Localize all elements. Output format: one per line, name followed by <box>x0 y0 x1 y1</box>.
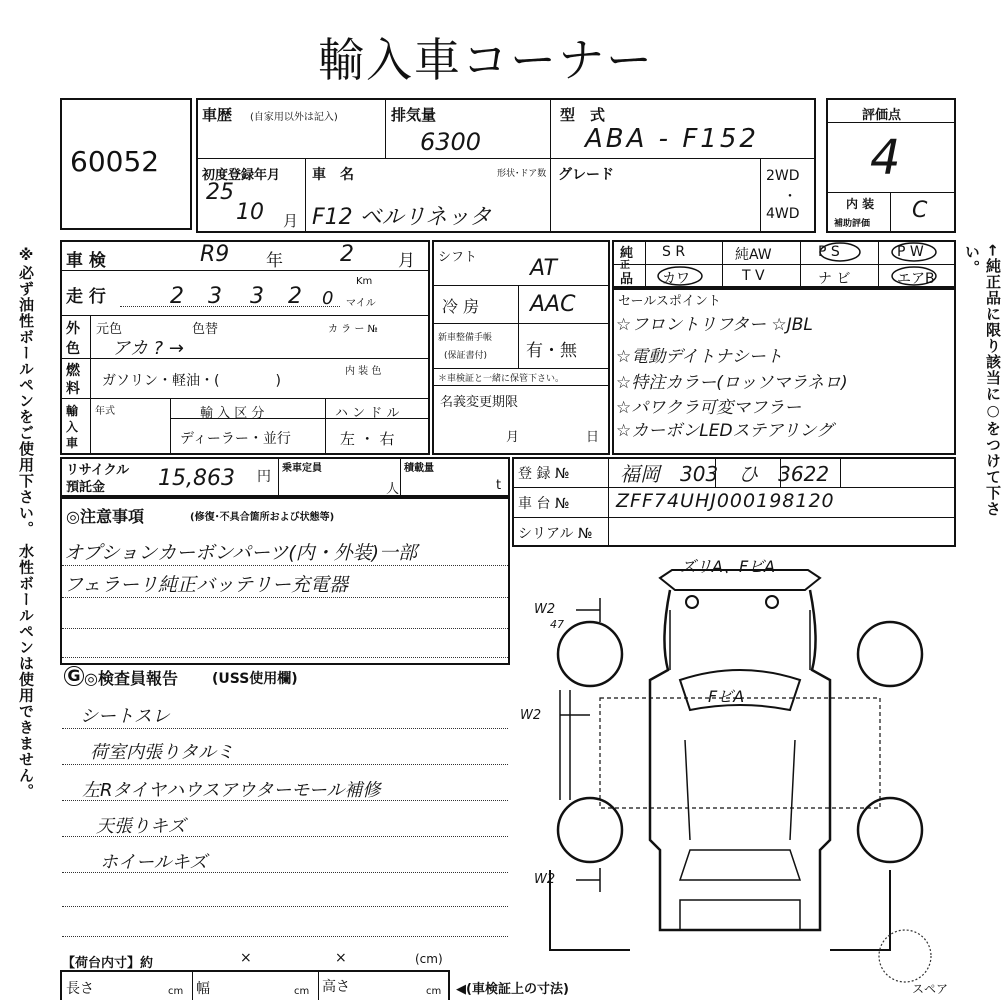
left-side-note: ※必ず油性ボールペンをご使用下さい。 水性ボールペンは使用できません。 <box>17 246 35 800</box>
arrow-left-icon: ◀ <box>456 982 466 997</box>
sales-point-3: ☆特注カラー(ロッソマラネロ) <box>616 373 848 393</box>
exterior-label-1: 外 <box>66 321 80 337</box>
exterior-label-2: 色 <box>66 341 80 357</box>
exterior-color-no-label: カ ラ ー № <box>328 324 378 335</box>
sales-point-5: ☆カーボンLEDステアリング <box>616 421 834 441</box>
registration-value: 福岡 303 ひ 3622 <box>620 462 830 486</box>
fuel-label-2: 料 <box>66 381 80 397</box>
inspector-line-5: ホイールキズ <box>100 852 208 873</box>
genuine-pw: P W <box>897 244 924 260</box>
first-reg-label: 初度登録年月 <box>202 168 281 183</box>
notes-line-2: フェラーリ純正バッテリー充電器 <box>64 574 349 596</box>
ac-label: 冷 房 <box>442 297 480 316</box>
name-change-label: 名義変更期限 <box>440 395 519 410</box>
page-title: 輸入車コーナー <box>318 33 654 87</box>
recycle-label-2: 預託金 <box>66 480 106 495</box>
inspector-label: ◎検査員報告 <box>84 669 178 688</box>
diagram-windshield-note: FビA <box>708 687 745 706</box>
cargo-length-label: 長さ <box>66 981 94 997</box>
mileage-label: 走 行 <box>66 287 106 307</box>
mileage-digit-2: 3 <box>208 284 222 309</box>
inspection-year-unit: 年 <box>266 251 283 271</box>
interior-value: C <box>912 198 928 223</box>
shift-value: AT <box>530 256 557 281</box>
maintenance-label: 新車整備手帳 <box>438 333 493 343</box>
mileage-digit-5: 0 <box>322 288 334 309</box>
grade-label: グレード <box>558 167 614 183</box>
sales-point-1: ☆フロントリフター ☆JBL <box>616 315 813 335</box>
inspector-sub: (USS使用欄) <box>212 671 298 687</box>
import-class-value: ディーラー・並行 <box>180 431 291 447</box>
displacement-label: 排気量 <box>391 106 437 124</box>
model-type-label: 型 式 <box>560 106 606 124</box>
notes-sub: (修復･不具合箇所および状態等) <box>190 512 335 523</box>
import-label-2: 入 <box>66 420 79 434</box>
chassis-label: 車 台 № <box>518 496 570 512</box>
import-year-label: 年式 <box>95 406 115 417</box>
cargo-height-unit: cm <box>426 986 442 997</box>
genuine-sr: S R <box>662 244 686 260</box>
car-name-label: 車 名 <box>312 167 354 183</box>
exterior-change-label: 色替 <box>192 322 219 337</box>
drive-2wd: 2WD <box>766 168 800 184</box>
cargo-height-label: 高さ <box>322 979 350 995</box>
registration-label: 登 録 № <box>518 466 570 482</box>
cargo-cm-label: (cm) <box>415 952 443 966</box>
mileage-digit-4: 2 <box>288 284 302 309</box>
inspector-line-4: 天張りキズ <box>96 816 186 837</box>
notes-line-1: オプションカーボンパーツ(内・外装)一部 <box>64 542 418 564</box>
serial-label: シリアル № <box>518 526 593 542</box>
genuine-leather: カワ <box>662 271 690 287</box>
mileage-unit-km: Km <box>356 276 373 287</box>
genuine-label-3: 品 <box>620 272 634 287</box>
spare-label: スペア <box>912 982 949 996</box>
mileage-digit-1: 2 <box>170 284 184 309</box>
diagram-w2-side: W2 <box>520 708 542 723</box>
drive-sep: ・ <box>783 189 797 205</box>
import-class-label: 輸 入 区 分 <box>200 406 265 421</box>
diagram-w2-rear: W2 <box>534 872 556 887</box>
score-label: 評価点 <box>862 108 902 123</box>
sales-point-4: ☆パワクラ可変マフラー <box>616 398 802 418</box>
displacement-value: 6300 <box>420 128 482 156</box>
inspector-line-3: 左Rタイヤハウスアウターモール補修 <box>82 780 381 801</box>
inspection-label: 車 検 <box>66 251 106 271</box>
maintenance-note: ＊車検証と一緒に保管下さい。 <box>438 374 565 384</box>
cargo-label: 【荷台内寸】約 <box>62 956 154 971</box>
genuine-label-1: 純 <box>620 246 634 261</box>
load-unit: t <box>496 478 502 493</box>
sales-point-2: ☆電動デイトナシート <box>616 347 783 367</box>
car-name-value: F12 ベルリネッタ <box>312 205 492 230</box>
first-reg-year: 25 <box>206 180 234 205</box>
capacity-label: 乗車定員 <box>282 463 322 474</box>
ac-value: AAC <box>530 292 576 317</box>
first-reg-month: 10 <box>236 200 264 225</box>
cargo-width-label: 幅 <box>196 981 210 997</box>
handle-label: ハ ン ド ル <box>335 406 400 421</box>
interior-color-label: 内 装 色 <box>345 366 382 377</box>
inspection-month: 2 <box>340 242 354 267</box>
model-type-value: ABA - F152 <box>585 124 759 154</box>
drive-4wd: 4WD <box>766 206 800 222</box>
cargo-length-unit: cm <box>168 986 184 997</box>
genuine-circles <box>612 240 956 288</box>
load-label: 積載量 <box>404 463 434 474</box>
inspector-mark: G <box>64 666 84 686</box>
first-reg-month-unit: 月 <box>283 212 299 230</box>
notes-label: ◎注意事項 <box>66 507 144 526</box>
interior-label: 内 装 <box>846 197 875 211</box>
cargo-x-2: × <box>335 950 347 966</box>
shift-label: シフト <box>438 250 478 265</box>
capacity-unit: 人 <box>386 482 400 497</box>
mileage-unit-mile: マイル <box>346 298 376 309</box>
inspection-month-unit: 月 <box>398 251 415 271</box>
handle-value: 左 ・ 右 <box>340 430 395 448</box>
fuel-value: ガソリン・軽油・( ) <box>102 373 281 389</box>
cargo-width-unit: cm <box>294 986 310 997</box>
import-label-1: 輸 <box>66 404 79 418</box>
diagram-top-note: ズリA、FビA <box>680 557 776 576</box>
genuine-aw: 純AW <box>735 247 772 263</box>
car-diagram <box>520 550 900 970</box>
inspector-line-2: 荷室内張りタルミ <box>90 742 234 763</box>
maintenance-value: 有・無 <box>526 341 577 361</box>
inspection-value: R9 <box>200 242 230 267</box>
cargo-note-text: (車検証上の寸法) <box>466 982 569 997</box>
diagram-w2-front-sub: 47 <box>550 618 564 631</box>
cargo-note <box>456 978 569 997</box>
name-change-month: 月 <box>506 430 520 445</box>
recycle-unit: 円 <box>257 469 271 485</box>
exterior-orig-label: 元色 <box>96 322 123 337</box>
name-change-day: 日 <box>586 430 600 445</box>
inspector-line-1: シートスレ <box>80 706 170 727</box>
interior-sub: 補助評価 <box>834 219 871 229</box>
lot-number: 60052 <box>70 145 160 178</box>
genuine-label-2: 正 <box>620 260 630 271</box>
fuel-label-1: 燃 <box>66 363 80 379</box>
score-value: 4 <box>870 130 901 186</box>
sales-points-label: セールスポイント <box>618 294 721 309</box>
maintenance-sub: (保証書付) <box>444 351 488 361</box>
genuine-ps: P S <box>818 244 840 260</box>
genuine-navi: ナ ビ <box>818 271 851 287</box>
import-label-3: 車 <box>66 436 79 450</box>
chassis-value: ZFF74UHJ0001981​20 <box>616 490 835 512</box>
recycle-label-1: リサイクル <box>66 463 130 478</box>
diagram-w2-front: W2 <box>534 602 556 617</box>
mileage-digit-3: 3 <box>250 284 264 309</box>
spare-circle <box>872 928 938 984</box>
body-door-label: 形状･ドア数 <box>497 169 547 179</box>
cargo-x-1: × <box>240 950 252 966</box>
genuine-airbag: エアB <box>897 271 935 287</box>
right-side-note: ←純正品に限り該当に○をつけて下さい。 <box>963 244 1002 517</box>
cargo-box <box>60 970 450 1000</box>
history-label: 車歴 <box>202 106 233 124</box>
recycle-value: 15,863 <box>158 466 235 491</box>
genuine-tv: T V <box>742 268 765 284</box>
exterior-value: アカ ? → <box>112 338 184 359</box>
history-note: (自家用以外は記入) <box>250 112 338 123</box>
